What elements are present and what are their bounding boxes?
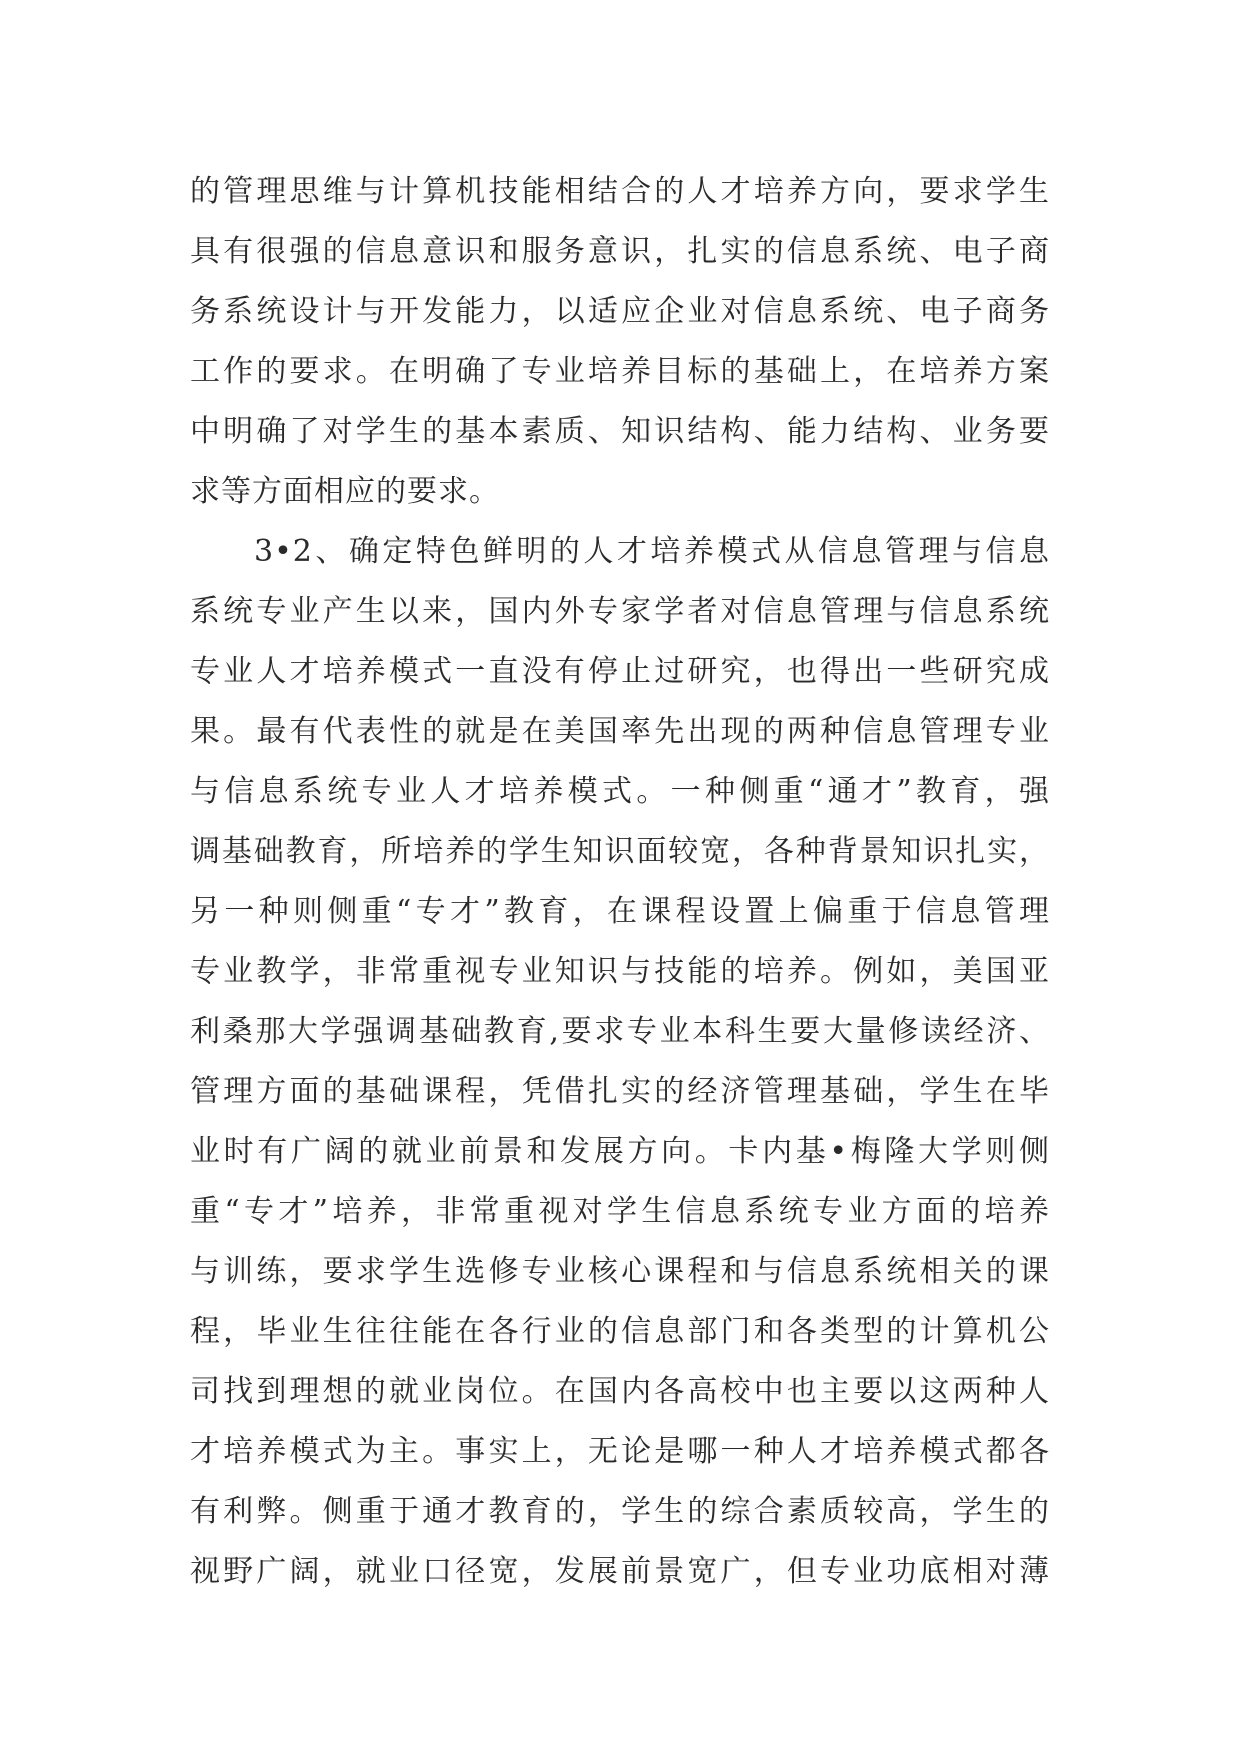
text-line: 与信息系统专业人才培养模式。一种侧重“通才”教育，强 (190, 774, 1050, 809)
text-line: 务系统设计与开发能力，以适应企业对信息系统、电子商务 (190, 294, 1050, 329)
text-line: 中明确了对学生的基本素质、知识结构、能力结构、业务要 (190, 414, 1050, 449)
text-line: 专业人才培养模式一直没有停止过研究，也得出一些研究成 (190, 654, 1050, 689)
text-line: 重“专才”培养，非常重视对学生信息系统专业方面的培养 (190, 1194, 1050, 1229)
text-line: 程，毕业生往往能在各行业的信息部门和各类型的计算机公 (190, 1314, 1050, 1349)
paragraph-2 (190, 522, 1050, 1602)
text-line: 才培养模式为主。事实上，无论是哪一种人才培养模式都各 (190, 1434, 1050, 1469)
text-line: 调基础教育，所培养的学生知识面较宽，各种背景知识扎实， (190, 834, 1050, 869)
text-line: 果。最有代表性的就是在美国率先出现的两种信息管理专业 (190, 714, 1050, 749)
paragraph-1 (190, 162, 1050, 522)
text-line: 求等方面相应的要求。 (190, 474, 500, 509)
text-line: 系统专业产生以来，国内外专家学者对信息管理与信息系统 (190, 594, 1050, 629)
text-line: 工作的要求。在明确了专业培养目标的基础上，在培养方案 (190, 354, 1050, 389)
text-line: 专业教学，非常重视专业知识与技能的培养。例如，美国亚 (190, 954, 1050, 989)
text-line: 视野广阔，就业口径宽，发展前景宽广，但专业功底相对薄 (190, 1554, 1050, 1589)
text-line: 管理方面的基础课程，凭借扎实的经济管理基础，学生在毕 (190, 1074, 1050, 1109)
text-line: 具有很强的信息意识和服务意识，扎实的信息系统、电子商 (190, 234, 1050, 269)
text-line: 利桑那大学强调基础教育,要求专业本科生要大量修读经济、 (190, 1014, 1050, 1049)
text-line: 司找到理想的就业岗位。在国内各高校中也主要以这两种人 (190, 1374, 1050, 1409)
document-page (190, 162, 1050, 1602)
text-line: 的管理思维与计算机技能相结合的人才培养方向，要求学生 (190, 174, 1050, 209)
text-line: 3•2、确定特色鲜明的人才培养模式从信息管理与信息 (254, 534, 1050, 569)
text-line: 业时有广阔的就业前景和发展方向。卡内基•梅隆大学则侧 (190, 1134, 1050, 1169)
text-line: 另一种则侧重“专才”教育，在课程设置上偏重于信息管理 (190, 894, 1050, 929)
text-line: 有利弊。侧重于通才教育的，学生的综合素质较高，学生的 (190, 1494, 1050, 1529)
text-line: 与训练，要求学生选修专业核心课程和与信息系统相关的课 (190, 1254, 1050, 1289)
